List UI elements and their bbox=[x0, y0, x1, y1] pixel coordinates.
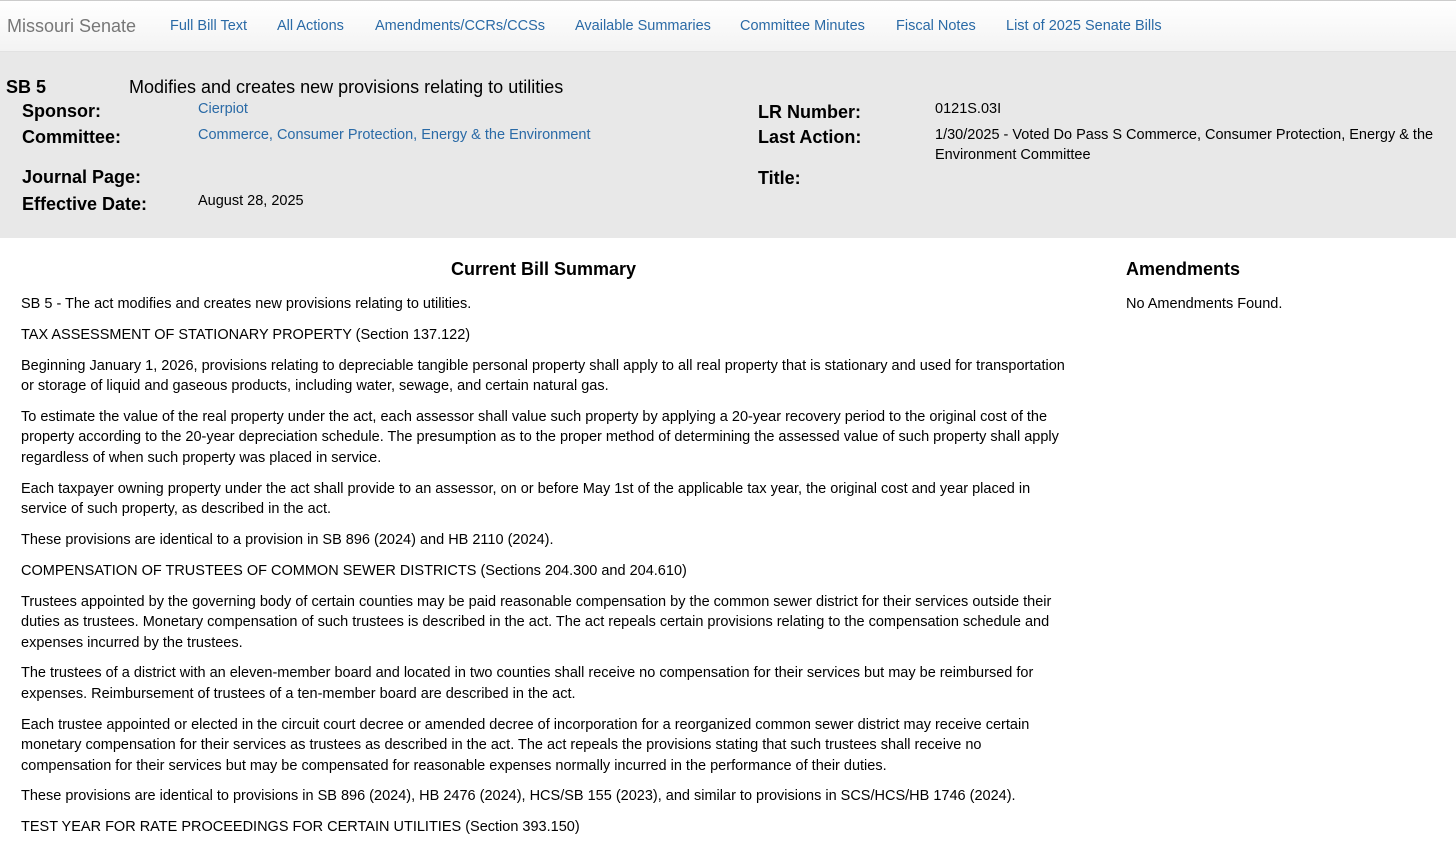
summary-paragraph: Beginning January 1, 2026, provisions relating to depreciable tangible personal property shall apply to all real property that is stationary and used for transportation or storage of liquid and gaseous products, including water, sewage, and certain natural gas. bbox=[21, 357, 1065, 395]
bill-description: Modifies and creates new provisions relating to utilities bbox=[129, 77, 564, 97]
sponsor-link[interactable]: Cierpiot bbox=[198, 101, 248, 117]
summary-paragraph: Trustees appointed by the governing body of certain counties may be paid reasonable compensation by the common sewer district for their services outside their duties as trustees. Monetary compensation of such trustees is described in the act. The act repeals certain provisions relating to the compensation schedule and expenses incurred by the trustees. bbox=[21, 593, 1052, 651]
summary-paragraph: To estimate the value of the real property under the act, each assessor shall value such property by applying a 20-year recovery period to the original cost of the property according to the 20-year depreciation schedule. The presumption as to the proper method of determining the assessed value of such property shall apply regardless of when such property was placed in service. bbox=[21, 408, 1059, 466]
summary-section-heading: COMPENSATION OF TRUSTEES OF COMMON SEWER DISTRICTS (Sections 204.300 and 204.610) bbox=[21, 562, 687, 579]
effective-date-value: August 28, 2025 bbox=[198, 193, 304, 209]
no-amendments-text: No Amendments Found. bbox=[1126, 296, 1283, 312]
summary-section-heading: TEST YEAR FOR RATE PROCEEDINGS FOR CERTAIN UTILITIES (Section 393.150) bbox=[21, 819, 580, 836]
bill-summary-section bbox=[21, 258, 1066, 848]
nav-link-available-summaries[interactable]: Available Summaries bbox=[575, 18, 711, 34]
nav-link-fiscal-notes[interactable]: Fiscal Notes bbox=[896, 18, 976, 34]
title-label: Title: bbox=[758, 168, 801, 188]
amendments-panel bbox=[1126, 258, 1426, 315]
summary-paragraph: These provisions are identical to a provision in SB 896 (2024) and HB 2110 (2024). bbox=[21, 531, 554, 548]
summary-section-heading: TAX ASSESSMENT OF STATIONARY PROPERTY (Section 137.122) bbox=[21, 326, 471, 343]
summary-paragraph: Each trustee appointed or elected in the circuit court decree or amended decree of incorporation for a reorganized common sewer district may receive certain monetary compensation for their services as trustees as described in the act. The act repeals the provisions stating that such trustees shall receive no compensation for their services but may be compensated for reasonable expenses normally incurred in the performance of their duties. bbox=[21, 716, 1030, 774]
committee-label: Committee: bbox=[22, 127, 122, 147]
summary-paragraph: These provisions are identical to provisions in SB 896 (2024), HB 2476 (2024), HCS/SB 155 (2023), and similar to provisions in SCS/HCS/HB 1746 (2024). bbox=[21, 788, 1016, 805]
sponsor-label: Sponsor: bbox=[22, 101, 101, 121]
nav-link-all-actions[interactable]: All Actions bbox=[277, 18, 344, 34]
effective-date-label: Effective Date: bbox=[22, 194, 148, 214]
journal-page-label: Journal Page: bbox=[22, 167, 142, 187]
committee-link[interactable]: Commerce, Consumer Protection, Energy & the Environment bbox=[198, 127, 591, 143]
top-navbar bbox=[0, 0, 1456, 52]
summary-paragraph: The trustees of a district with an eleven-member board and located in two counties shall receive no compensation for their services but may be reimbursed for expenses. Reimbursement of trustees of a ten-member board are described in the act. bbox=[21, 665, 1034, 702]
lr-number-value: 0121S.03I bbox=[935, 101, 1002, 117]
nav-link-committee-minutes[interactable]: Committee Minutes bbox=[740, 18, 865, 34]
brand-link[interactable]: Missouri Senate bbox=[7, 16, 137, 36]
last-action-label: Last Action: bbox=[758, 127, 862, 147]
nav-link-amendments[interactable]: Amendments/CCRs/CCSs bbox=[375, 18, 546, 34]
bill-number: SB 5 bbox=[6, 77, 47, 97]
bill-info-panel bbox=[0, 52, 1456, 238]
lr-number-label: LR Number: bbox=[758, 102, 861, 122]
summary-paragraph: Each taxpayer owning property under the act shall provide to an assessor, on or before May 1st of the applicable tax year, the original cost and year placed in service of such property, as described in the act. bbox=[21, 480, 1031, 518]
last-action-value: 1/30/2025 - Voted Do Pass S Commerce, Consumer Protection, Energy & the Environment Committee bbox=[935, 127, 1434, 163]
amendments-heading: Amendments bbox=[1126, 259, 1241, 279]
summary-heading: Current Bill Summary bbox=[450, 259, 637, 279]
nav-link-full-bill-text[interactable]: Full Bill Text bbox=[170, 18, 248, 34]
nav-link-bill-list[interactable]: List of 2025 Senate Bills bbox=[1006, 18, 1162, 34]
summary-paragraph: SB 5 - The act modifies and creates new provisions relating to utilities. bbox=[21, 296, 472, 312]
